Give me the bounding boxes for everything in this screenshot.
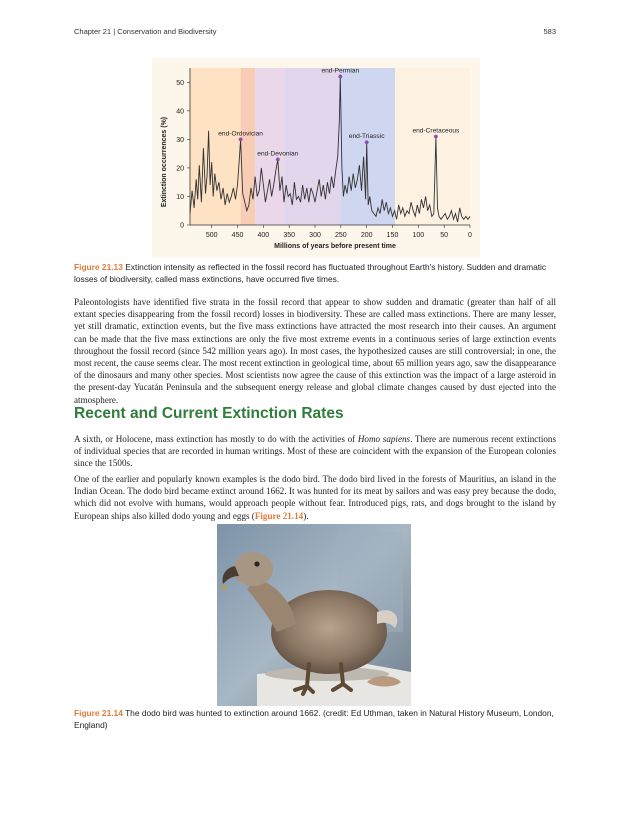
x-tick-label: 0	[468, 232, 472, 239]
extinction-intensity-chart	[152, 58, 480, 258]
y-tick-label: 20	[176, 165, 184, 173]
x-tick-label: 250	[335, 232, 347, 239]
figure-link[interactable]: Figure 21.14	[254, 510, 304, 521]
period-band	[395, 68, 470, 225]
figure-label: Figure 21.13	[74, 262, 123, 272]
figure-21-14-caption	[74, 708, 556, 731]
x-tick-label: 150	[386, 232, 399, 239]
paragraph-text: One of the earlier and popularly known examples is the dodo bird. The dodo bird lived in the forests of Mauritius, an island in the Indian Ocean. The dodo bird became extinct around 1662. It was hunted for its meat by sailors and was easy prey because the dodo, which did not evolve with humans, would approach people without fear. Introduced pigs, rats, and dogs brought to the island by European ships also killed dodo young and eggs (	[74, 474, 556, 521]
paragraph-text: . There are numerous recent extinctions of individual species that are recorded in human writings. Most of these are coincident with the expansion of the European colonies since the 1500s.	[74, 434, 556, 469]
section-heading: Recent and Current Extinction Rates	[74, 405, 344, 422]
event-label: end-Triassic	[348, 133, 385, 141]
y-tick-label: 10	[176, 193, 184, 201]
event-marker	[365, 140, 369, 144]
x-tick-label: 350	[283, 232, 296, 239]
species-name: Homo sapiens	[357, 434, 411, 444]
event-marker	[434, 135, 438, 139]
event-label: end-Devonian	[257, 150, 299, 158]
event-marker	[338, 75, 342, 79]
paragraph-text: ).	[303, 510, 309, 521]
x-tick-label: 200	[360, 232, 373, 239]
dodo-eye	[254, 561, 259, 566]
x-axis-title: Millions of years before present time	[274, 243, 396, 250]
event-marker	[276, 157, 280, 161]
x-tick-label: 500	[205, 232, 218, 239]
dodo-head	[233, 552, 273, 586]
figure-label: Figure 21.14	[74, 708, 123, 718]
y-tick-label: 0	[180, 222, 184, 230]
figure-21-13-caption	[74, 262, 556, 285]
paragraph-text: A sixth, or Holocene, mass extinction has mostly to do with the activities of	[74, 434, 358, 444]
x-tick-label: 100	[412, 232, 425, 239]
y-tick-label: 50	[176, 79, 184, 87]
period-bands	[190, 68, 470, 225]
paragraph-mass-extinctions: Paleontologists have identified five strata in the fossil record that appear to show sudden and dramatic (greater than half of all extant species disappearing from the fossil record) losses in biodiversity. These are called mass extinctions. There are many lesser, yet still dramatic, extinction events, but the five mass extinctions have attracted the most research into their causes. An argument can be made that the five mass extinctions are only the five most extreme events in a continuous series of large extinction events throughout the fossil record (since 542 million years ago). In most cases, the hypothesized causes are still controversial; in one, the most recent, the cause seems clear. The most recent extinction in geological time, about 65 million years ago, saw the disappearance of the dinosaurs and many other species. Most scientists now agree the cause of this extinction was the impact of a large asteroid in the present-day Yucatán Peninsula and the subsequent energy release and global climate changes caused by dust ejected into the atmosphere.	[74, 297, 556, 405]
dodo-body	[271, 590, 387, 674]
y-tick-label: 40	[176, 108, 184, 116]
running-header: Chapter 21 | Conservation and Biodiversity	[74, 27, 217, 36]
x-tick-label: 300	[309, 232, 321, 239]
caption-text: Extinction intensity as reflected in the fossil record has fluctuated throughout Earth's history. Sudden and dramatic losses of biodiversity, called mass extinctions, have occurred five times.	[74, 262, 547, 284]
event-marker	[239, 137, 243, 141]
period-band	[255, 68, 284, 225]
event-label: end-Permian	[321, 67, 360, 75]
dodo-bird-photo	[217, 524, 411, 706]
event-label: end-Cretaceous	[412, 127, 460, 135]
y-axis-title: Extinction occurrences (%)	[161, 116, 168, 208]
x-tick-label: 450	[231, 232, 244, 239]
paragraph-holocene	[74, 433, 556, 470]
period-band	[190, 68, 241, 225]
caption-text: The dodo bird was hunted to extinction around 1662. (credit: Ed Uthman, taken in Natural History Museum, London, England)	[74, 708, 554, 730]
page-number: 583	[543, 27, 556, 36]
period-band	[241, 68, 255, 225]
x-tick-label: 50	[440, 232, 449, 239]
paragraph-dodo	[74, 473, 556, 522]
x-tick-label: 400	[257, 232, 270, 239]
y-tick-label: 30	[176, 136, 184, 144]
event-label: end-Ordovician	[218, 130, 263, 138]
